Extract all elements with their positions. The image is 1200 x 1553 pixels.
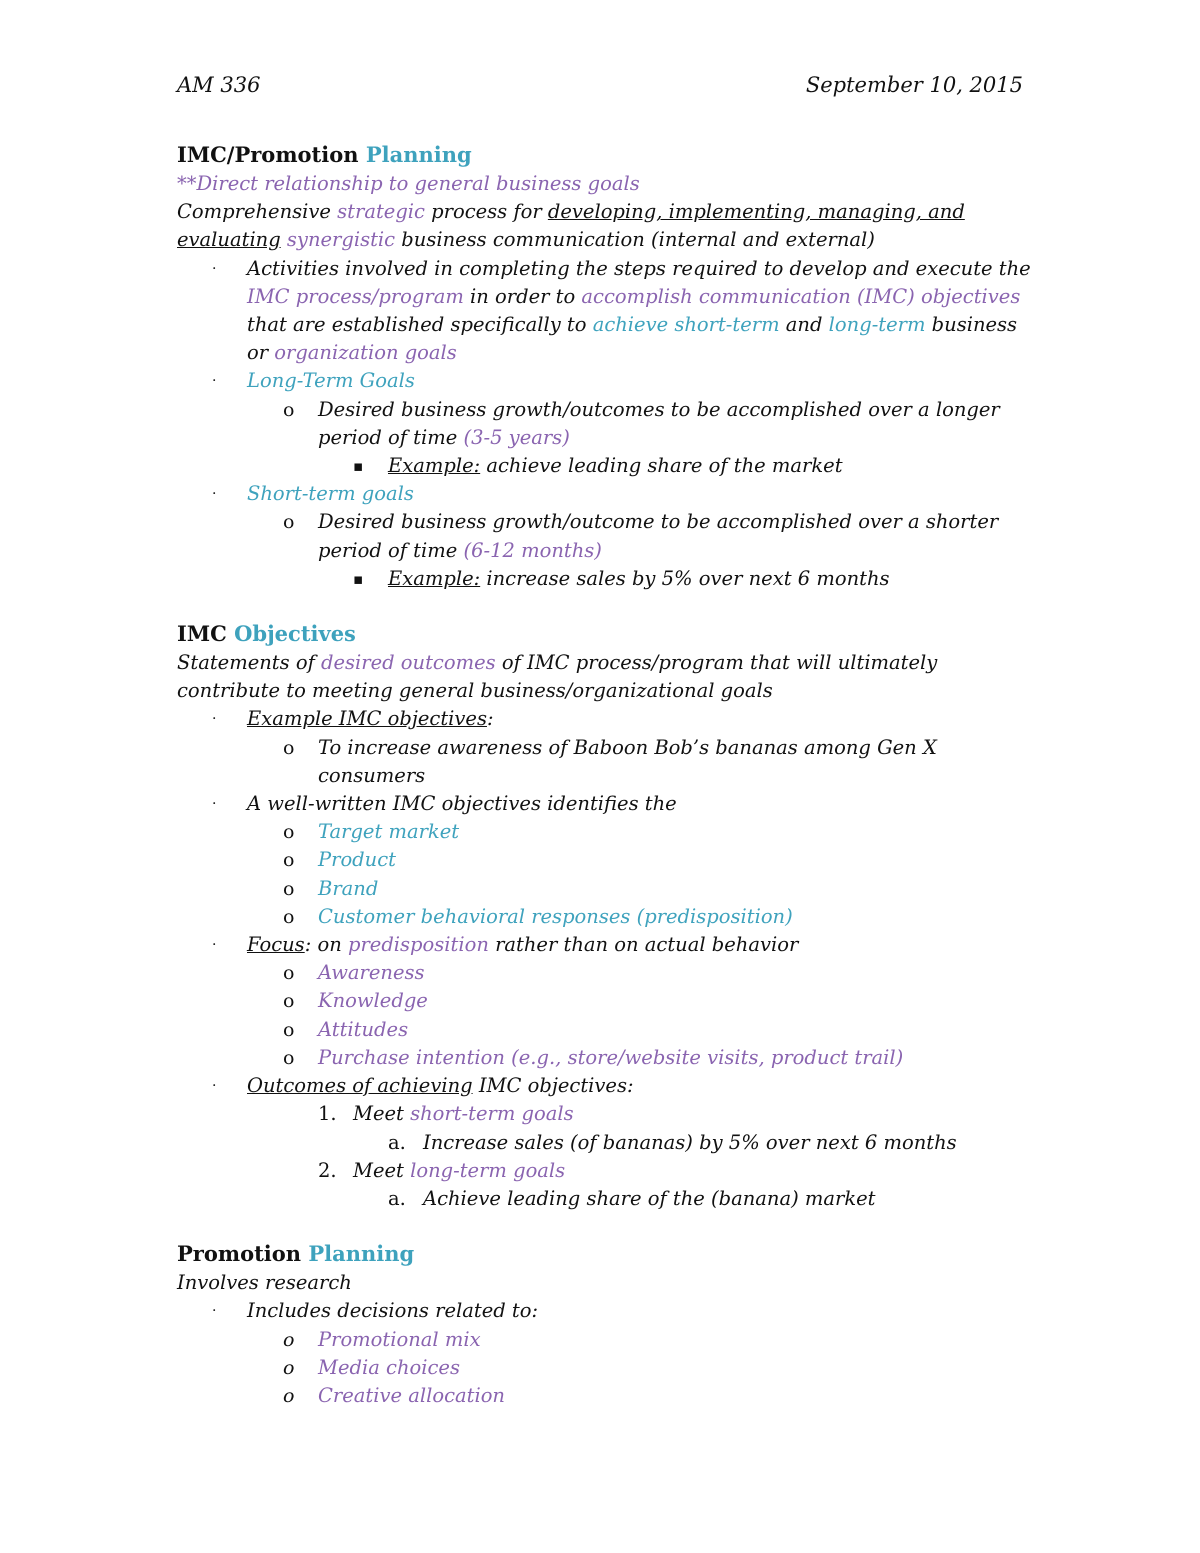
course-code: AM 336 — [177, 73, 261, 97]
sub-list-item: o Creative allocation — [177, 1382, 1027, 1410]
sub-list-item: o Customer behavioral responses (predisposition) — [177, 903, 1027, 931]
bullet-circle: o — [283, 990, 295, 1013]
list-item-continuation: or organization goals — [247, 341, 457, 365]
sub-list-item: o Awareness — [177, 959, 1027, 987]
section-spacer — [177, 1213, 1027, 1239]
section-heading-promotion-planning: Promotion Planning — [177, 1241, 415, 1267]
bullet-circle: o — [283, 1328, 295, 1351]
section-heading-imc-objectives: IMC Objectives — [177, 621, 356, 647]
bullet-circle: o — [283, 849, 295, 872]
bullet-circle: o — [283, 398, 295, 421]
sub-list-item-continuation: period of time (3-5 years) — [318, 425, 570, 449]
bullet-circle: o — [283, 1384, 295, 1407]
sub-list-item: o Desired business growth/outcomes to be accomplished over a longer — [177, 396, 1027, 424]
sub-list-item-continuation: period of time (6-12 months) — [318, 538, 602, 562]
list-item: · Example IMC objectives: — [177, 705, 1027, 733]
lecture-date: September 10, 2015 — [805, 73, 1023, 97]
sub-list-item: o Media choices — [177, 1354, 1027, 1382]
definition-line: Involves research — [177, 1271, 352, 1295]
list-item-continuation: that are established specifically to achieve short-term and long-term business — [247, 313, 1018, 337]
sub-list-item: o Knowledge — [177, 987, 1027, 1015]
list-letter: a. — [388, 1130, 406, 1154]
bullet-circle: o — [283, 821, 295, 844]
list-item: · A well-written IMC objectives identifies the — [177, 790, 1027, 818]
bullet-circle: o — [283, 877, 295, 900]
sub-list-item: o Desired business growth/outcome to be accomplished over a shorter — [177, 508, 1027, 536]
list-item: · Includes decisions related to: — [177, 1297, 1027, 1325]
bullet-dot: · — [212, 1303, 217, 1320]
lettered-item: a. Achieve leading share of the (banana) market — [177, 1185, 1027, 1213]
section-heading-imc-promotion-planning: IMC/Promotion Planning — [177, 142, 472, 167]
definition-line: evaluating synergistic business communication (internal and external) — [177, 228, 875, 252]
notes-body — [177, 140, 1031, 1410]
numbered-item: 2. Meet long-term goals — [177, 1157, 1027, 1185]
list-item: · Activities involved in completing the steps required to develop and execute the — [177, 255, 1027, 283]
bullet-dot: · — [212, 937, 217, 954]
list-number: 1. — [318, 1102, 337, 1126]
bullet-dot: · — [212, 486, 217, 503]
bullet-dot: · — [212, 373, 217, 390]
sub-sub-list-item: ▪ Example: increase sales by 5% over next 6 months — [177, 565, 1027, 593]
sub-list-item: o Target market — [177, 818, 1027, 846]
list-item: · Outcomes of achieving IMC objectives: — [177, 1072, 1027, 1100]
bullet-circle: o — [283, 1356, 295, 1379]
list-item: · Focus: on predisposition rather than on actual behavior — [177, 931, 1027, 959]
list-number: 2. — [318, 1158, 337, 1182]
list-item-continuation: IMC process/program in order to accomplish communication (IMC) objectives — [247, 284, 1021, 308]
list-item: · Long-Term Goals — [177, 367, 1027, 395]
section-spacer — [177, 593, 1027, 619]
sub-list-item-continuation: consumers — [318, 763, 426, 787]
bullet-square: ▪ — [353, 569, 364, 588]
list-item: · Short-term goals — [177, 480, 1027, 508]
bullet-circle: o — [283, 905, 295, 928]
bullet-circle: o — [283, 962, 295, 985]
bullet-dot: · — [212, 796, 217, 813]
sub-sub-list-item: ▪ Example: achieve leading share of the market — [177, 452, 1027, 480]
sub-list-item: o Attitudes — [177, 1016, 1027, 1044]
bullet-dot: · — [212, 260, 217, 277]
sub-list-item: o Brand — [177, 875, 1027, 903]
sub-list-item: o Purchase intention (e.g., store/website visits, product trail) — [177, 1044, 1027, 1072]
definition-line: Statements of desired outcomes of IMC process/program that will ultimately — [177, 651, 938, 675]
definition-line: contribute to meeting general business/organizational goals — [177, 679, 773, 703]
numbered-item: 1. Meet short-term goals — [177, 1100, 1027, 1128]
list-letter: a. — [388, 1186, 406, 1210]
bullet-dot: · — [212, 1078, 217, 1095]
bullet-square: ▪ — [353, 457, 364, 476]
definition-line: Comprehensive strategic process for developing, implementing, managing, and — [177, 200, 965, 224]
sub-list-item: o Promotional mix — [177, 1326, 1027, 1354]
lettered-item: a. Increase sales (of bananas) by 5% over next 6 months — [177, 1129, 1027, 1157]
bullet-circle: o — [283, 736, 295, 759]
sub-list-item: o Product — [177, 846, 1027, 874]
note-direct-relationship: **Direct relationship to general business goals — [177, 172, 640, 195]
bullet-circle: o — [283, 1046, 295, 1069]
sub-list-item: o To increase awareness of Baboon Bob’s bananas among Gen X — [177, 734, 1027, 762]
bullet-dot: · — [212, 711, 217, 728]
bullet-circle: o — [283, 511, 295, 534]
bullet-circle: o — [283, 1018, 295, 1041]
